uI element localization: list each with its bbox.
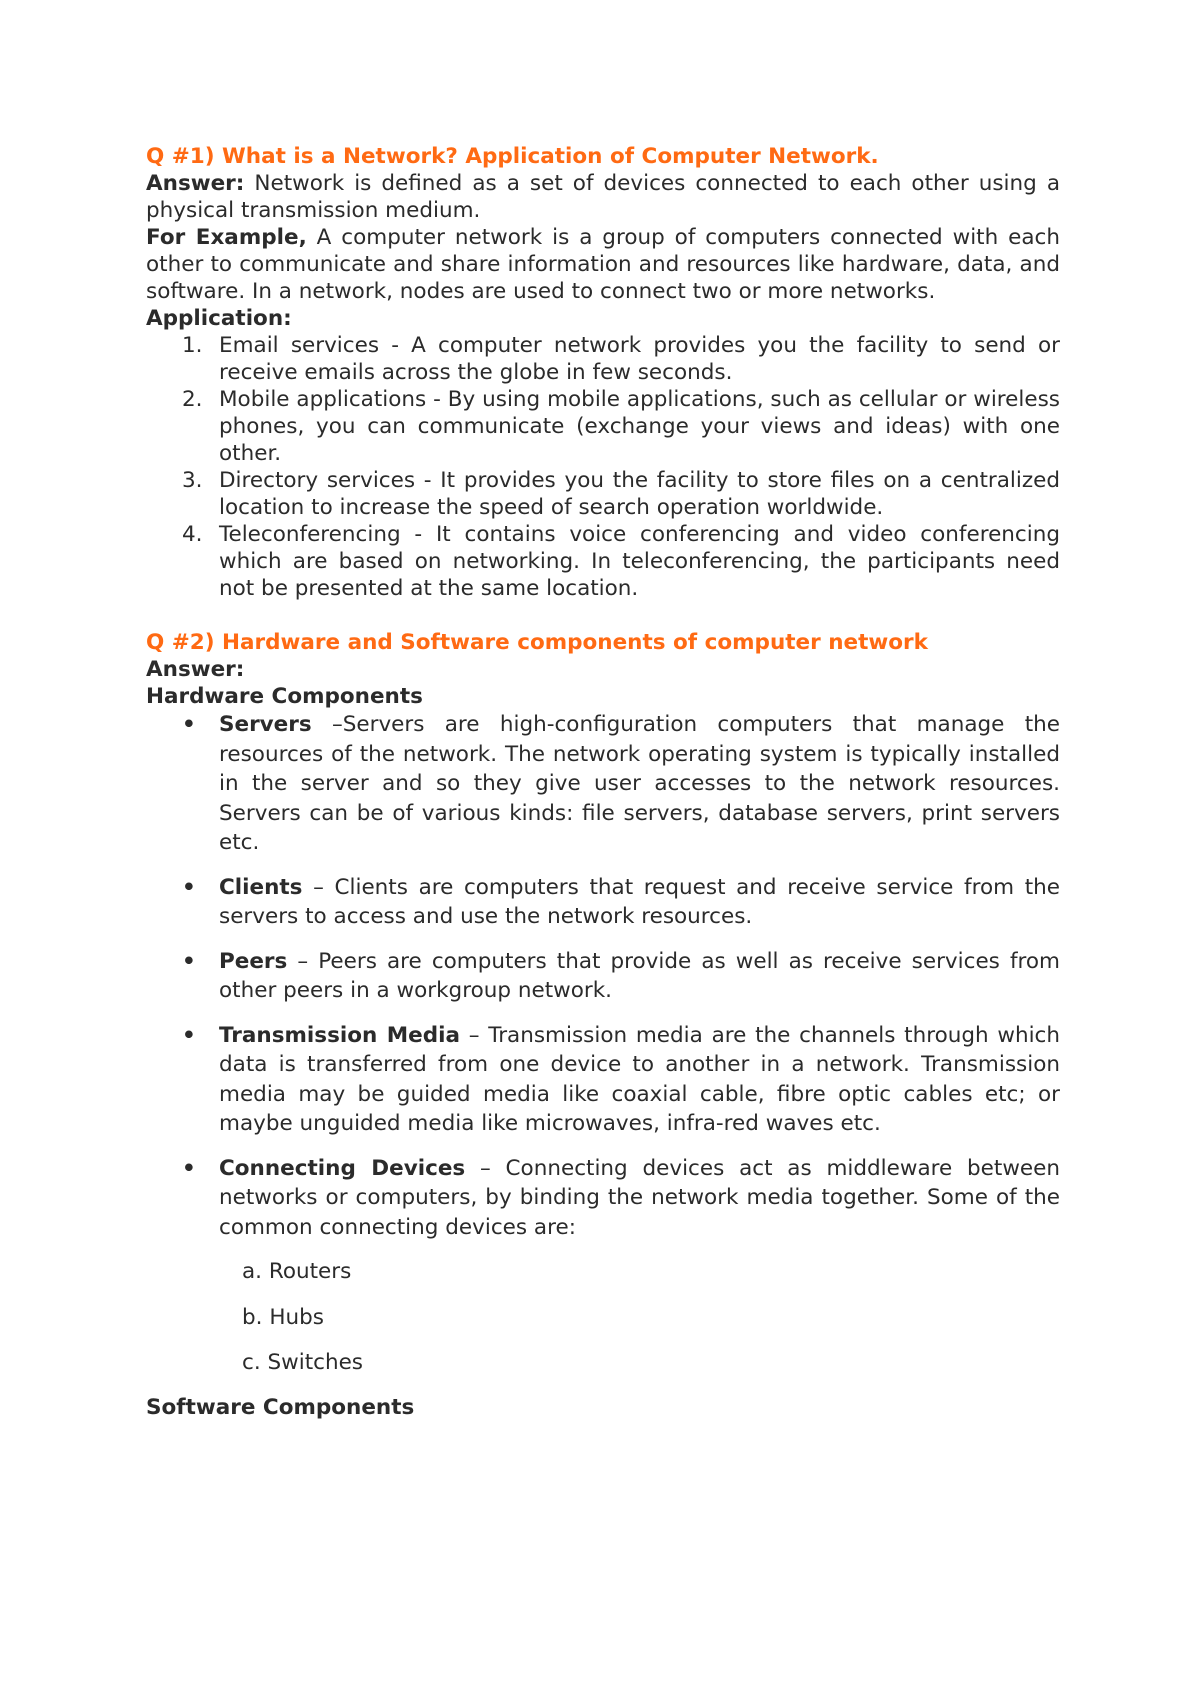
component-term: Clients: [219, 874, 303, 900]
example-paragraph: [146, 224, 1060, 305]
component-term: Servers: [219, 712, 312, 737]
software-components-heading: Software Components: [146, 1394, 415, 1420]
component-term: Peers: [219, 948, 288, 974]
list-number: 1.: [182, 333, 203, 358]
list-number: 4.: [182, 522, 203, 547]
answer-label: Answer:: [146, 171, 245, 196]
component-term: Connecting Devices: [219, 1155, 466, 1181]
component-description: – Connecting devices act as middleware between networks or computers, by binding the network media together. Some of the common connecting devices are:: [219, 1155, 1060, 1240]
list-item: [146, 467, 1060, 521]
list-item: [146, 710, 1060, 858]
component-description: – Transmission media are the channels through which data is transferred from one device to another in a network. Transmission media may be guided media like coaxial cable, fibre optic cables etc; or maybe unguided media like microwaves, infra-red waves etc.: [219, 1022, 1060, 1136]
list-item: [146, 332, 1060, 386]
list-item: [146, 1154, 1060, 1243]
bullet-icon: •: [182, 874, 196, 900]
component-description: – Peers are computers that provide as well as receive services from other peers in a workgroup network.: [219, 948, 1060, 1003]
question-2-title: Q #2) Hardware and Software components of computer network: [146, 630, 928, 655]
connecting-devices-list: [146, 1257, 1060, 1378]
component-term: Transmission Media: [219, 1022, 460, 1048]
list-item: b. Hubs: [242, 1304, 324, 1330]
question-2-answer-label: Answer:: [146, 657, 245, 682]
list-item-text: Directory services - It provides you the facility to store files on a centralized location to increase the speed of search operation worldwide.: [219, 468, 1060, 520]
bullet-icon: •: [182, 712, 196, 737]
example-label: For Example,: [146, 225, 307, 250]
hardware-components-list: [146, 710, 1060, 1242]
component-description: –Servers are high-configuration computers that manage the resources of the network. The network operating system is typically installed in the server and so they give user accesses to the network resources. Servers can be of various kinds: file servers, database servers, print servers etc.: [219, 712, 1060, 855]
component-description: – Clients are computers that request and receive service from the servers to access and use the network resources.: [219, 874, 1060, 929]
list-item-text: Email services - A computer network provides you the facility to send or receive emails across the globe in few seconds.: [219, 333, 1060, 385]
list-item: [146, 521, 1060, 602]
list-item: [146, 947, 1060, 1006]
application-heading: Application:: [146, 306, 292, 331]
list-item-text: Mobile applications - By using mobile applications, such as cellular or wireless phones, you can communicate (exchange your views and ideas) with one other.: [219, 387, 1060, 466]
list-item: [146, 873, 1060, 932]
document-page: [146, 143, 1060, 1421]
question-1-title: Q #1) What is a Network? Application of Computer Network.: [146, 144, 879, 169]
question-1-answer: [146, 170, 1060, 224]
list-item: [146, 1021, 1060, 1139]
list-item: a. Routers: [242, 1259, 352, 1284]
application-list: [146, 332, 1060, 602]
bullet-icon: •: [182, 948, 196, 974]
list-number: 3.: [182, 468, 203, 493]
bullet-icon: •: [182, 1155, 196, 1181]
list-item: c. Switches: [242, 1350, 364, 1375]
list-item-text: Teleconferencing - It contains voice conferencing and video conferencing which are based on networking. In teleconferencing, the participants need not be presented at the same location.: [219, 522, 1060, 601]
bullet-icon: •: [182, 1022, 196, 1048]
hardware-components-heading: Hardware Components: [146, 684, 423, 709]
answer-text: Network is defined as a set of devices connected to each other using a physical transmission medium.: [146, 171, 1060, 223]
list-item: [146, 386, 1060, 467]
example-text: A computer network is a group of computers connected with each other to communicate and share information and resources like hardware, data, and software. In a network, nodes are used to connect two or more networks.: [146, 225, 1060, 304]
list-number: 2.: [182, 387, 203, 412]
